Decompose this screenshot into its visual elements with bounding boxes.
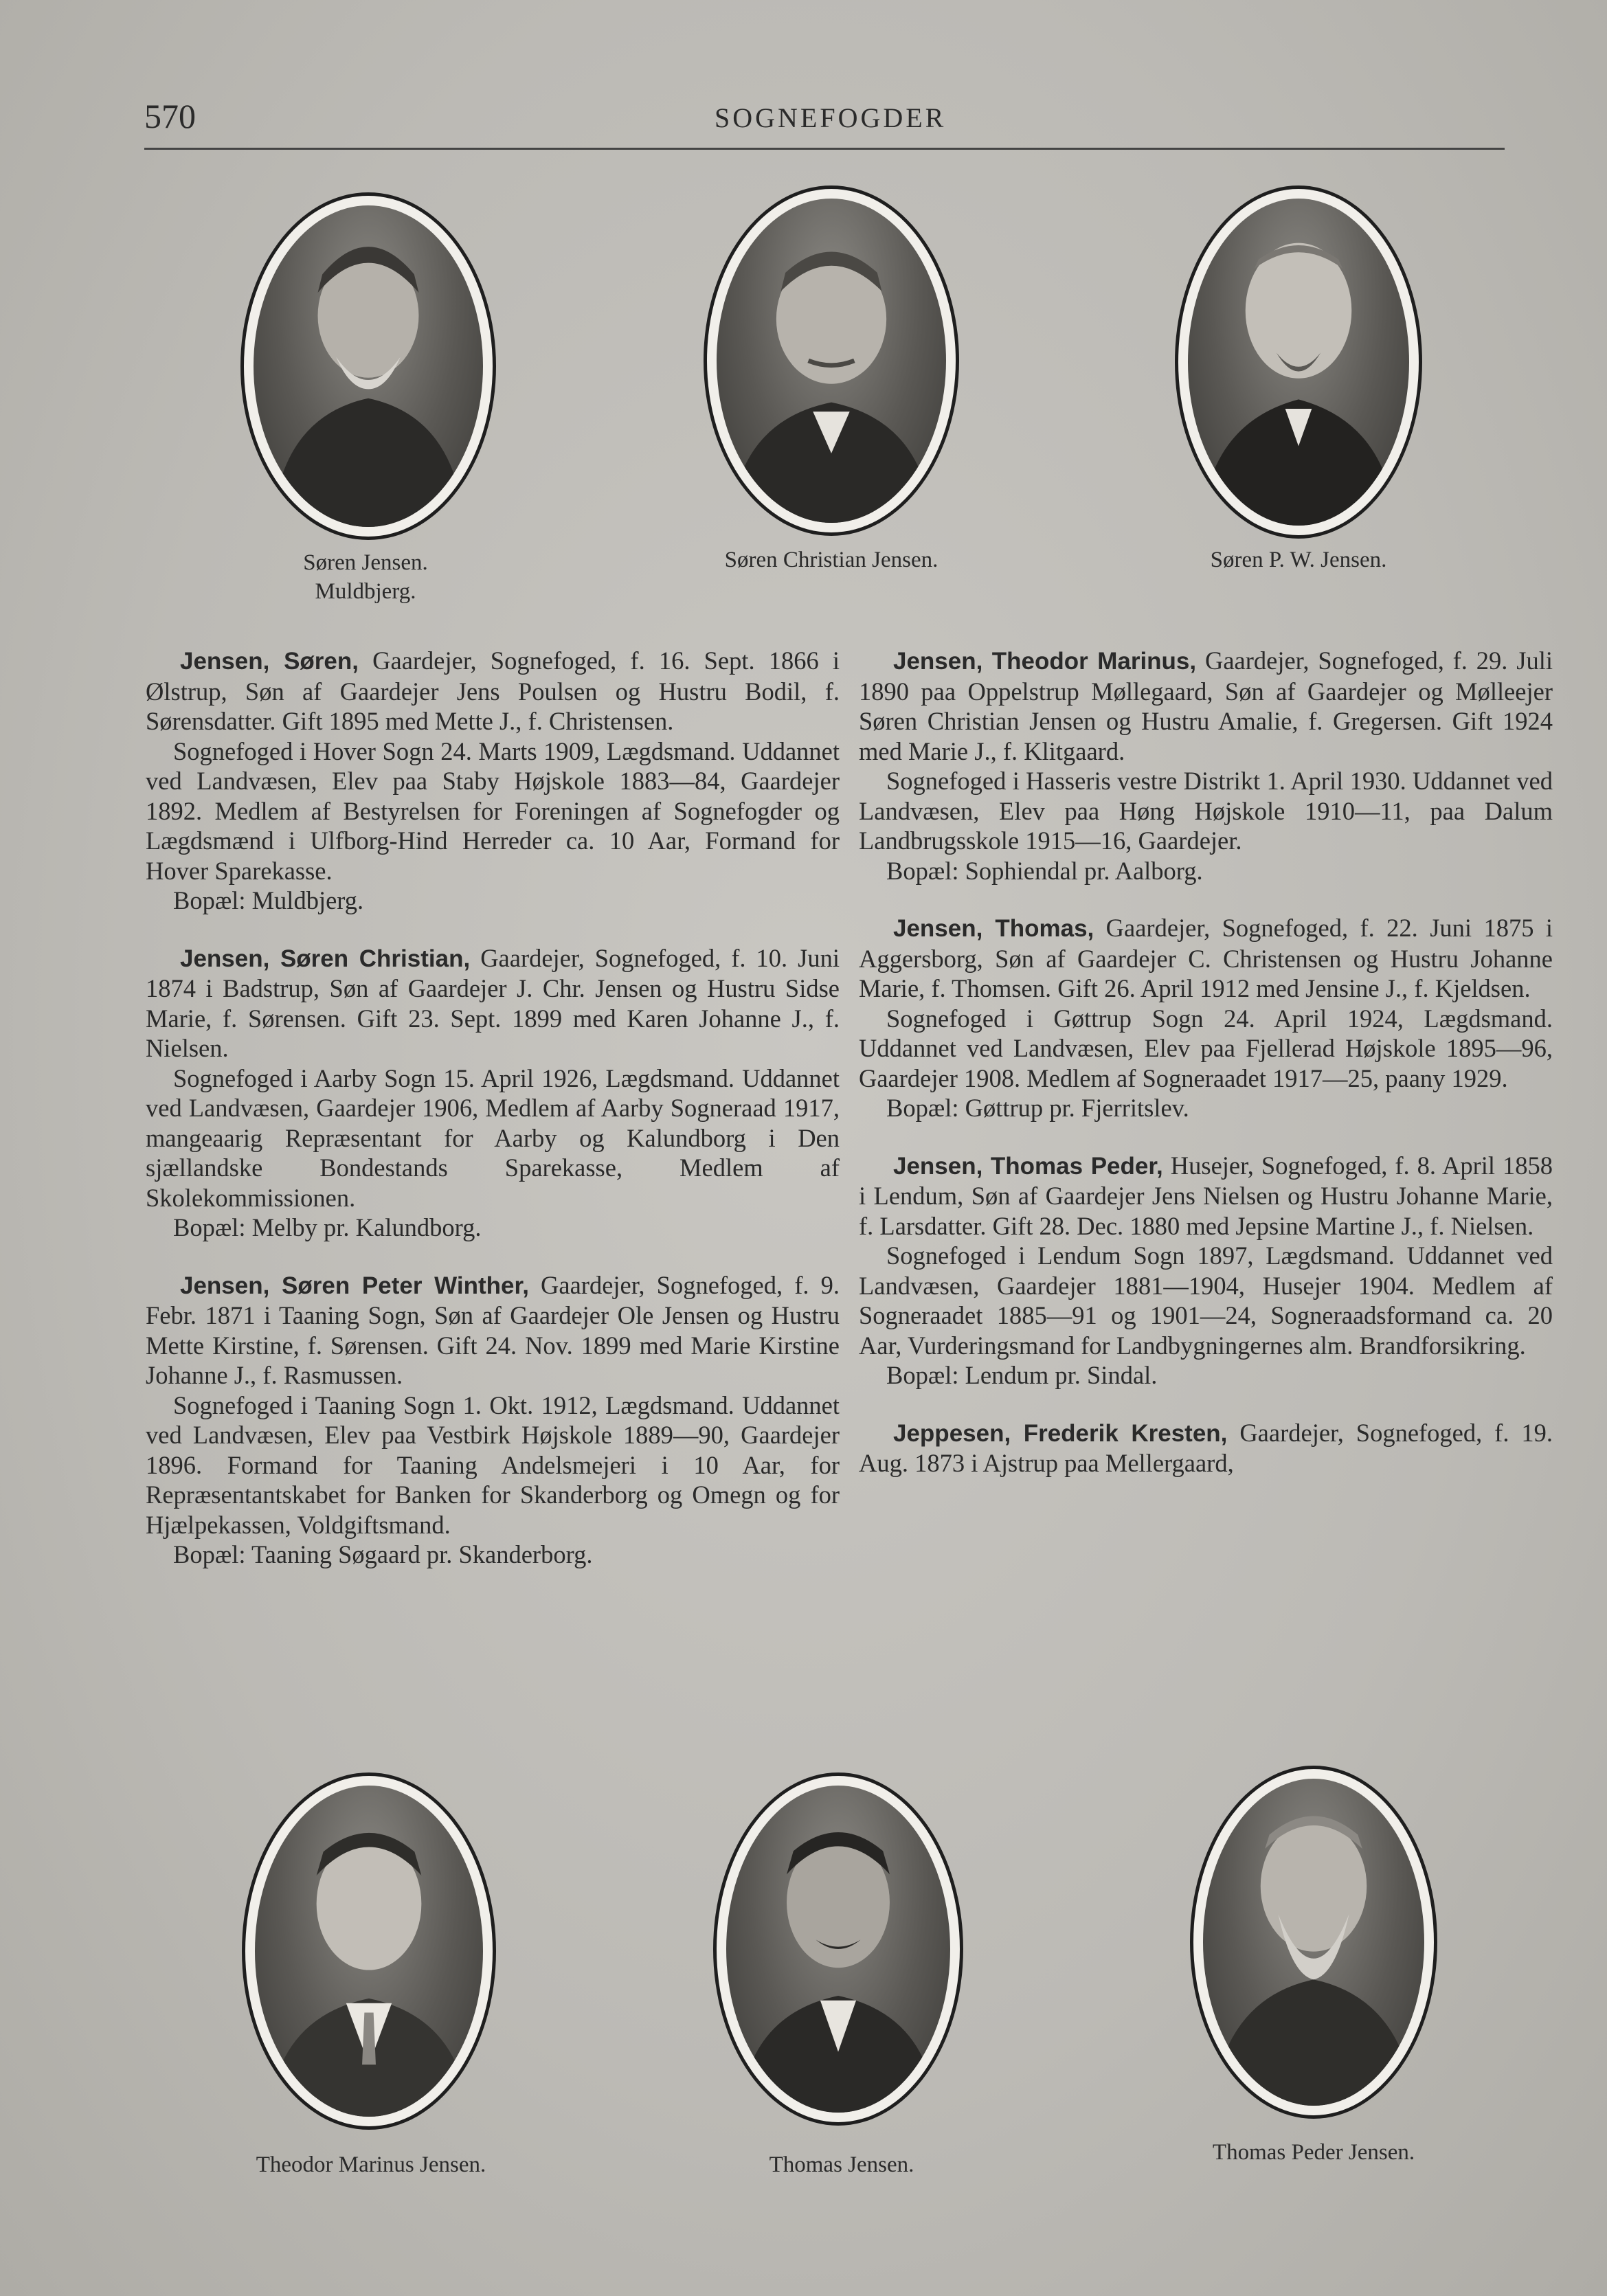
entry-jensen-theodor-marinus xyxy=(859,646,1553,886)
caption-line: Thomas Peder Jensen. xyxy=(1212,2140,1415,2165)
entry-career: Sognefoged i Lendum Sogn 1897, Lægdsmand. Uddannet ved Landvæsen, Gaardejer 1881—1904, Husejer 1904. Medlem af Sogneraadet 1885—91 og 1901—24, Sogneraadsformand ca. 20 Aar, Vurderingsmand for Landbygningernes alm. Brandforsikring. xyxy=(859,1241,1553,1360)
header-rule xyxy=(144,148,1505,150)
entry-career: Sognefoged i Hasseris vestre Distrikt 1. April 1930. Uddannet ved Landvæsen, Elev paa Høng Højskole 1910—11, paa Dalum Landbrugsskole 1915—16, Gaardejer. xyxy=(859,767,1553,855)
caption-line: Søren Jensen. xyxy=(303,550,428,575)
entry-name: Jeppesen, Frederik Kresten, xyxy=(893,1419,1228,1447)
entry-name: Jensen, Theodor Marinus, xyxy=(893,648,1197,675)
right-column xyxy=(859,646,1553,1506)
entry-career: Sognefoged i Taaning Sogn 1. Okt. 1912, Lægdsmand. Uddannet ved Landvæsen, Elev paa Vestbirk Højskole 1889—90, Gaardejer 1896. Formand for Taaning Andelsmejeri i 10 Aar, for Repræsentantskabet for Banken for Skanderborg og Omegn og for Hjælpekassen, Voldgiftsmand. xyxy=(146,1391,840,1539)
entry-career: Sognefoged i Hover Sogn 24. Marts 1909, Lægdsmand. Uddannet ved Landvæsen, Elev paa Staby Højskole 1883—84, Gaardejer 1892. Medlem af Bestyrelsen for Foreningen af Sognefogder og Lægdsmænd i Ulfborg-Hind Herreder ca. 10 Aar, Formand for Hover Sparekasse. xyxy=(146,736,840,885)
caption-line: Søren Christian Jensen. xyxy=(724,548,939,572)
caption-line: Theodor Marinus Jensen. xyxy=(256,2152,486,2177)
portrait-photo xyxy=(1203,1779,1424,2106)
entry-bio: Gaardejer, Sognefoged, f. 22. Juni 1875 i Aggersborg, Søn af Gaardejer C. Christensen og Hustru Johanne Marie, f. Thomsen. Gift 26. April 1912 med Jensine J., f. Kjeldsen. xyxy=(859,914,1553,1002)
running-head: SOGNEFOGDER xyxy=(715,102,947,133)
caption-line: Søren P. W. Jensen. xyxy=(1210,548,1387,572)
entry-jeppesen-frederik-kresten xyxy=(859,1418,1553,1478)
entry-jensen-thomas-peder xyxy=(859,1151,1553,1391)
entry-name: Jensen, Thomas Peder, xyxy=(893,1152,1163,1180)
entry-address: Bopæl: Melby pr. Kalundborg. xyxy=(173,1213,482,1241)
caption-line: Muldbjerg. xyxy=(315,579,416,604)
entry-address: Bopæl: Sophiendal pr. Aalborg. xyxy=(886,856,1203,885)
entry-jensen-soeren-christian xyxy=(146,943,840,1243)
entry-bio: Gaardejer, Sognefoged, f. 19. Aug. 1873 i Ajstrup paa Mellergaard, xyxy=(859,1418,1553,1477)
portrait-photo xyxy=(255,1786,483,2117)
entry-name: Jensen, Søren Christian, xyxy=(180,945,471,972)
entry-career: Sognefoged i Aarby Sogn 15. April 1926, Lægdsmand. Uddannet ved Landvæsen, Gaardejer 1906, Medlem af Aarby Sogneraad 1917, mangeaarig Repræsentant for Aarby og Kalundborg i Den sjællandske Bondestands Sparekasse, Medlem af Skolekommissionen. xyxy=(146,1063,840,1212)
entry-bio: Gaardejer, Sognefoged, f. 10. Juni 1874 i Badstrup, Søn af Gaardejer J. Chr. Jensen og Hustru Sidse Marie, f. Sørensen. Gift 23. Sept. 1899 med Karen Johanne J., f. Nielsen. xyxy=(146,943,840,1062)
entry-address: Bopæl: Muldbjerg. xyxy=(173,886,364,914)
portrait-photo xyxy=(1188,199,1409,526)
portrait-photo xyxy=(717,199,946,523)
entry-bio: Gaardejer, Sognefoged, f. 16. Sept. 1866 i Ølstrup, Søn af Gaardejer Jens Poulsen og Hustru Bodil, f. Sørensdatter. Gift 1895 med Mette J., f. Christensen. xyxy=(146,646,840,735)
entry-jensen-soeren-peter-winther xyxy=(146,1270,840,1570)
portrait-photo xyxy=(726,1786,950,2113)
entry-career: Sognefoged i Gøttrup Sogn 24. April 1924, Lægdsmand. Uddannet ved Landvæsen, Elev paa Fjellerad Højskole 1895—96, Gaardejer 1908. Medlem af Sogneraadet 1917—25, paany 1929. xyxy=(859,1004,1553,1092)
entry-bio: Husejer, Sognefoged, f. 8. April 1858 i Lendum, Søn af Gaardejer Jens Nielsen og Hustru Johanne Marie, f. Larsdatter. Gift 28. Dec. 1880 med Jepsine Martine J., f. Nielsen. xyxy=(859,1151,1553,1240)
entry-name: Jensen, Søren, xyxy=(180,648,359,675)
entry-bio: Gaardejer, Sognefoged, f. 29. Juli 1890 paa Oppelstrup Møllegaard, Søn af Gaardejer og Mølleejer Søren Christian Jensen og Hustru Amalie, f. Gregersen. Gift 1924 med Marie J., f. Klitgaard. xyxy=(859,646,1553,765)
entry-name: Jensen, Thomas, xyxy=(893,915,1094,942)
entry-address: Bopæl: Lendum pr. Sindal. xyxy=(886,1361,1158,1389)
entry-bio: Gaardejer, Sognefoged, f. 9. Febr. 1871 i Taaning Sogn, Søn af Gaardejer Ole Jensen og Hustru Mette Kirstine, f. Sørensen. Gift 24. Nov. 1899 med Marie Kirstine Johanne J., f. Rasmussen. xyxy=(146,1270,840,1389)
entry-jensen-soeren xyxy=(146,646,840,916)
entry-address: Bopæl: Taaning Søgaard pr. Skanderborg. xyxy=(173,1540,593,1568)
left-column xyxy=(146,646,840,1597)
caption-line: Thomas Jensen. xyxy=(769,2152,914,2177)
entry-jensen-thomas xyxy=(859,913,1553,1123)
entry-address: Bopæl: Gøttrup pr. Fjerritslev. xyxy=(886,1094,1189,1122)
portrait-photo xyxy=(254,205,483,527)
entry-name: Jensen, Søren Peter Winther, xyxy=(180,1272,529,1299)
page-number: 570 xyxy=(144,97,196,135)
